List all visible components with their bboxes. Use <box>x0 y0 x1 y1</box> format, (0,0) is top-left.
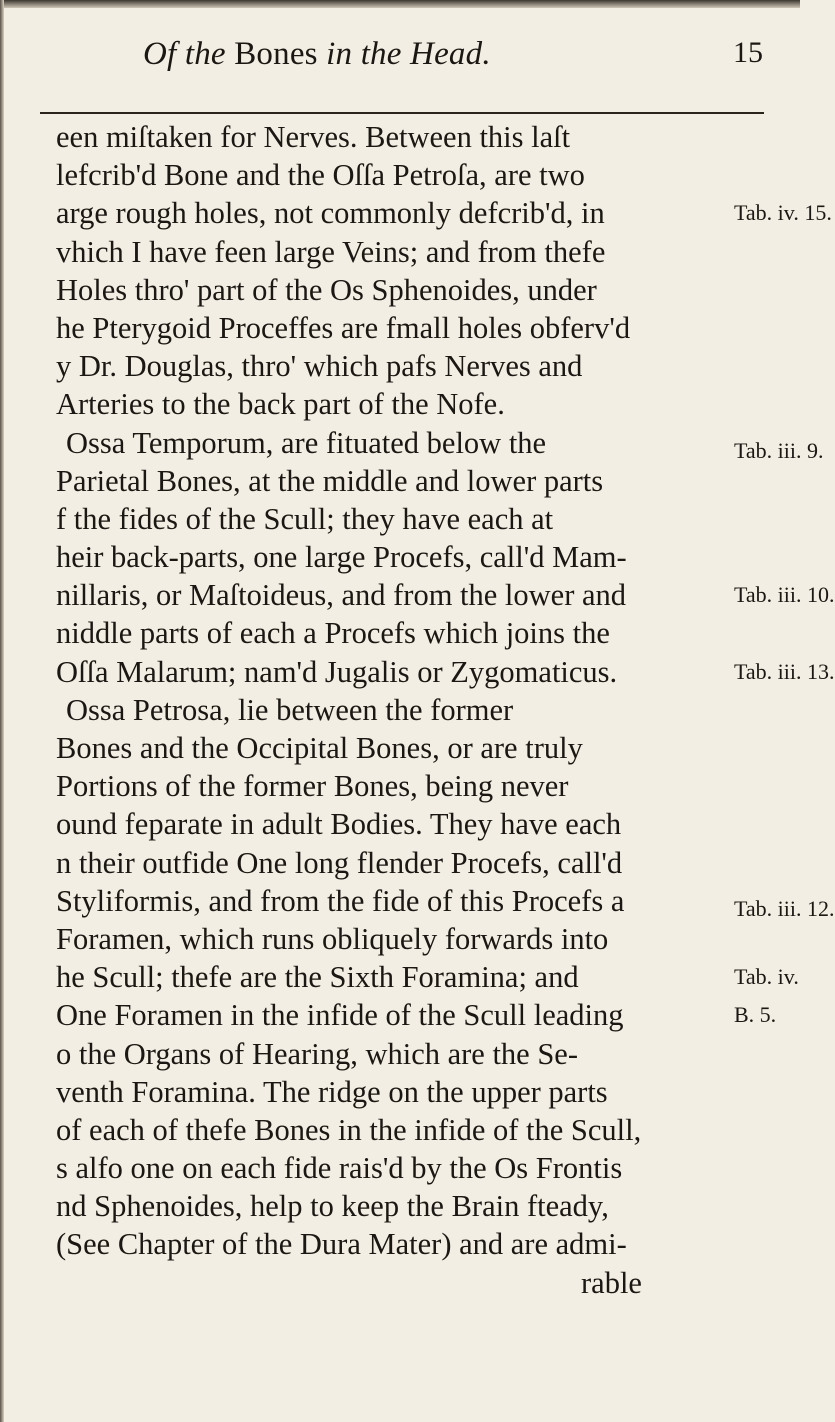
margin-reference: Tab. iii. 12. <box>734 895 835 921</box>
text-line: Portions of the former Bones, being never <box>56 769 569 804</box>
text-line: (See Chapter of the Dura Mater) and are admi- <box>56 1227 627 1262</box>
text-line: One Foramen in the infide of the Scull leading B. 5. <box>56 996 816 1034</box>
text-line: Bones and the Occipital Bones, or are truly <box>56 731 583 765</box>
text-line: vhich I have feen large Veins; and from thefe <box>56 234 606 269</box>
text-line: he Pterygoid Proceffes are fmall holes obferv'd <box>56 310 631 345</box>
margin-reference: Tab. iii. 13. <box>734 658 835 684</box>
text-line: een miſtaken for Nerves. Between this laſt <box>56 120 571 154</box>
text-line: f the fides of the Scull; they have each at <box>56 501 554 536</box>
margin-reference: B. 5. <box>734 1002 777 1028</box>
text-line: Ossa Temporum, are fituated below the Tab. iii. 9. <box>56 424 816 462</box>
text-line: Ossa Petrosa, lie between the former <box>66 692 514 727</box>
text-line: Arteries to the back part of the Nofe. <box>56 387 505 422</box>
text-line: Foramen, which runs obliquely forwards into <box>56 921 609 956</box>
text-line: Styliformis, and from the fide of this Procefs a Tab. iii. 12. <box>56 882 816 920</box>
page-top-edge <box>0 0 800 8</box>
header-rule <box>40 112 764 114</box>
margin-reference: Tab. iv. 15. <box>734 200 832 226</box>
text-line: of each of thefe Bones in the infide of the Scull, <box>56 1112 642 1147</box>
text-line: Parietal Bones, at the middle and lower parts <box>56 463 604 498</box>
page-number: 15 <box>733 36 763 69</box>
text-line: niddle parts of each a Procefs which joins the <box>56 616 610 651</box>
text-line: nillaris, or Maſtoideus, and from the lower and Tab. iii. 10. <box>56 576 816 614</box>
text-line: y Dr. Douglas, thro' which pafs Nerves and <box>56 349 583 384</box>
text-line: venth Foramina. The ridge on the upper parts <box>56 1074 608 1109</box>
text-line: he Scull; thefe are the Sixth Foramina; and Tab. iv. <box>56 958 816 996</box>
text-line: o the Organs of Hearing, which are the Se- <box>56 1036 578 1071</box>
text-line: s alfo one on each fide rais'd by the Os Frontis <box>56 1151 623 1186</box>
running-title: Of the Bones in the Head. <box>143 36 491 72</box>
text-line: arge rough holes, not commonly defcrib'd, in Tab. iv. 15. <box>56 194 816 232</box>
margin-reference: Tab. iii. 9. <box>734 437 824 463</box>
text-line: Oſſa Malarum; nam'd Jugalis or Zygomaticus. Tab. iii. 13. <box>56 653 816 691</box>
text-line: nd Sphenoides, help to keep the Brain fteady, <box>56 1189 609 1224</box>
body-text <box>56 118 835 1302</box>
text-line: rable <box>581 1265 642 1300</box>
text-line: heir back-parts, one large Procefs, call'd Mam- <box>56 540 627 575</box>
text-line: ound feparate in adult Bodies. They have each <box>56 807 622 842</box>
page-gutter-edge <box>0 0 4 1422</box>
margin-reference: Tab. iv. <box>734 964 799 990</box>
text-line: n their outfide One long flender Procefs, call'd <box>56 845 623 880</box>
text-line: lefcrib'd Bone and the Oſſa Petroſa, are two <box>56 158 585 193</box>
margin-reference: Tab. iii. 10. <box>734 582 835 608</box>
page-header <box>143 30 763 80</box>
text-line: Holes thro' part of the Os Sphenoides, under <box>56 272 597 307</box>
